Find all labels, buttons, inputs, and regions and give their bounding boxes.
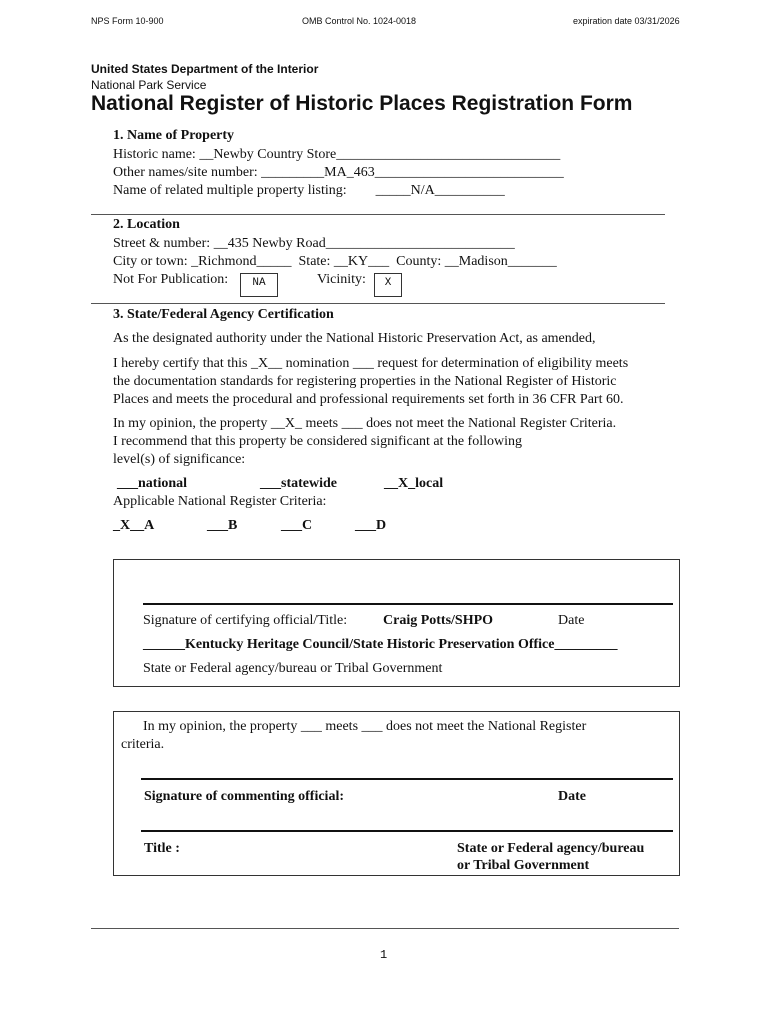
service-name: National Park Service — [91, 78, 207, 92]
historic-name-field[interactable]: __Newby Country Store________________________________ — [199, 147, 561, 162]
authority-text: As the designated authority under the National Historic Preservation Act, as amended, — [113, 331, 596, 346]
commenting-opinion-line: criteria. — [121, 737, 165, 752]
certify-line: the documentation standards for registering properties in the National Register of Historic — [113, 374, 617, 389]
omb-control-number: OMB Control No. 1024-0018 — [302, 16, 417, 26]
criteria-d-option[interactable]: ___D — [355, 518, 387, 533]
vicinity-label: Vicinity: — [317, 272, 366, 287]
vicinity-checkbox[interactable]: X — [374, 273, 402, 297]
criteria-b-option[interactable]: ___B — [207, 518, 238, 533]
criteria-c-option[interactable]: ___C — [281, 518, 313, 533]
city-label: City or town: — [113, 254, 188, 269]
section2-heading: 2. Location — [113, 217, 180, 232]
other-names-row — [113, 165, 564, 181]
level-statewide-option[interactable]: ___statewide — [260, 476, 337, 491]
commenting-title-label: Title : — [144, 841, 180, 856]
city-field[interactable]: _Richmond_____ — [191, 254, 292, 269]
not-for-publication-label: Not For Publication: — [113, 272, 229, 287]
form-number: NPS Form 10-900 — [91, 16, 164, 26]
not-for-publication-checkbox[interactable]: NA — [240, 273, 278, 297]
section-divider — [91, 303, 665, 304]
other-names-label: Other names/site number: — [113, 165, 258, 180]
level-local-option[interactable]: __X_local — [384, 476, 444, 491]
section3-heading: 3. State/Federal Agency Certification — [113, 307, 334, 322]
section1-heading: 1. Name of Property — [113, 128, 235, 143]
certifying-date-label: Date — [558, 613, 585, 628]
certifying-official-name: Craig Potts/SHPO — [383, 613, 494, 628]
certify-line: I hereby certify that this _X__ nomination ___ request for determination of eligibility meets — [113, 356, 629, 371]
street-row — [113, 236, 515, 252]
historic-name-row — [113, 147, 560, 163]
opinion-line: I recommend that this property be considered significant at the following — [113, 434, 522, 449]
commenting-signature-label: Signature of commenting official: — [144, 789, 344, 804]
state-field[interactable]: __KY___ — [333, 254, 390, 269]
street-label: Street & number: — [113, 236, 211, 251]
expiration-date: expiration date 03/31/2026 — [573, 16, 680, 26]
criteria-label: Applicable National Register Criteria: — [113, 494, 327, 509]
commenting-agency-label: or Tribal Government — [457, 858, 590, 873]
opinion-line: In my opinion, the property __X_ meets ___ does not meet the National Register Criteria. — [113, 416, 617, 431]
multiple-listing-field[interactable]: _____N/A__________ — [375, 183, 505, 198]
historic-name-label: Historic name: — [113, 147, 196, 162]
certifying-agency-caption: State or Federal agency/bureau or Tribal Government — [143, 661, 443, 676]
state-label: State: — [298, 254, 331, 269]
department-name: United States Department of the Interior — [91, 62, 319, 76]
commenting-date-label: Date — [558, 789, 586, 804]
commenting-signature-line[interactable] — [141, 778, 673, 780]
street-field[interactable]: __435 Newby Road___________________________ — [213, 236, 515, 251]
county-label: County: — [396, 254, 442, 269]
multiple-listing-row — [113, 183, 505, 199]
level-national-option[interactable]: ___national — [117, 476, 188, 491]
other-names-field[interactable]: _________MA_463___________________________ — [261, 165, 564, 180]
city-state-county-row — [113, 254, 557, 270]
footer-divider — [91, 928, 679, 929]
criteria-a-option[interactable]: _X__A — [113, 518, 155, 533]
page-number: 1 — [380, 948, 388, 962]
form-title: National Register of Historic Places Registration Form — [91, 92, 633, 115]
section-divider — [91, 214, 665, 215]
commenting-opinion-line: In my opinion, the property ___ meets ___ does not meet the National Register — [143, 719, 587, 734]
commenting-agency-label: State or Federal agency/bureau — [457, 841, 645, 856]
certifying-signature-label: Signature of certifying official/Title: — [143, 613, 348, 628]
multiple-listing-label: Name of related multiple property listing: — [113, 183, 347, 198]
certifying-signature-line[interactable] — [143, 603, 673, 605]
certifying-agency-name: ______Kentucky Heritage Council/State Historic Preservation Office_________ — [143, 637, 618, 652]
certify-line: Places and meets the procedural and professional requirements set forth in 36 CFR Part 60. — [113, 392, 624, 407]
commenting-title-line[interactable] — [141, 830, 673, 832]
county-field[interactable]: __Madison_______ — [444, 254, 557, 269]
opinion-line: level(s) of significance: — [113, 452, 246, 467]
